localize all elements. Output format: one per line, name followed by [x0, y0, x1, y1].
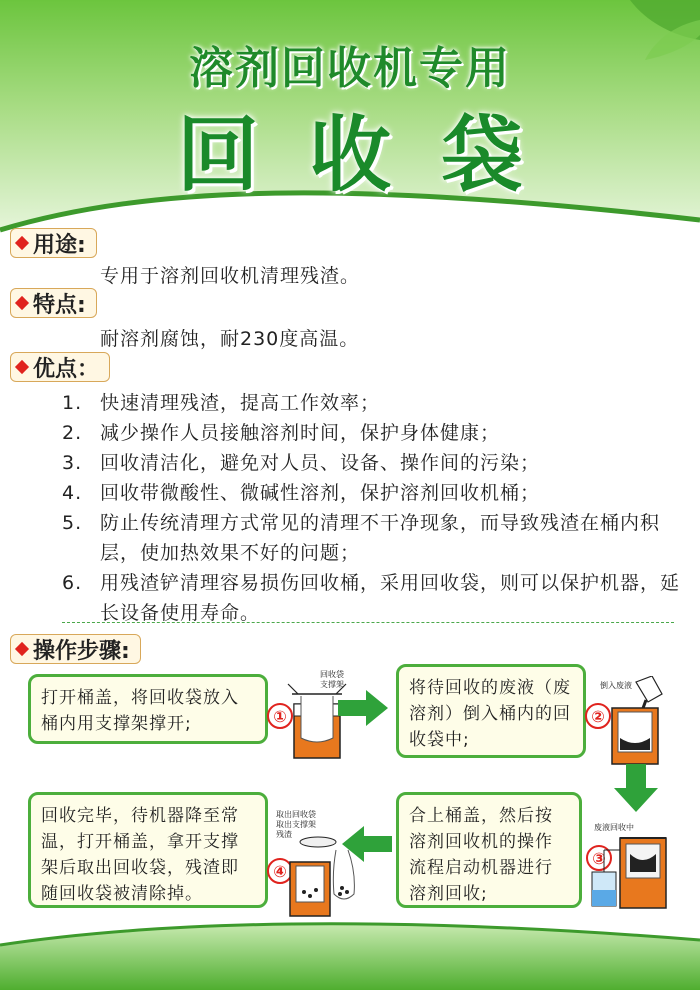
list-item-text: 用残渣铲清理容易损伤回收桶，采用回收袋，则可以保护机器，延长设备使用寿命。	[100, 572, 681, 624]
advantages-label	[10, 352, 110, 382]
list-item-number: 2.	[62, 422, 83, 444]
page-subtitle: 溶剂回收机专用	[189, 43, 511, 94]
step-3-box	[396, 792, 582, 908]
list-item-number: 1.	[62, 392, 83, 414]
step-4-number: ④	[267, 858, 293, 884]
diamond-icon	[15, 360, 29, 374]
step-1-caption: 回收袋 支撑架	[320, 670, 344, 689]
step-3-caption: 废液回收中	[594, 823, 634, 832]
step-4-caption: 取出回收袋 取出支撑架 残渣	[276, 810, 316, 839]
steps-label-text: 操作步骤:	[33, 638, 130, 664]
step-1-box	[28, 674, 268, 744]
usage-label-text: 用途:	[33, 232, 86, 258]
arrow-right-icon	[338, 690, 388, 726]
list-item-number: 3.	[62, 452, 83, 474]
arrow-down-icon	[614, 764, 658, 812]
step-2-box	[396, 664, 586, 758]
step-1-text: 打开桶盖，将回收袋放入桶内用支撑架撑开;	[41, 688, 239, 734]
list-item-text: 减少操作人员接触溶剂时间，保护身体健康；	[100, 422, 501, 444]
diamond-icon	[15, 236, 29, 250]
features-label-text: 特点:	[33, 292, 86, 318]
list-item-number: 5.	[62, 512, 83, 534]
list-item-number: 6.	[62, 572, 83, 594]
page-title: 回收袋	[176, 108, 573, 203]
divider	[62, 622, 674, 623]
usage-label	[10, 228, 97, 258]
step-2-text: 将待回收的废液（废溶剂）倒入桶内的回收袋中;	[409, 678, 571, 750]
steps-label	[10, 634, 141, 664]
list-item	[62, 568, 682, 628]
list-item-number: 4.	[62, 482, 83, 504]
usage-text: 专用于溶剂回收机清理残渣。	[100, 265, 361, 287]
footer-wave	[0, 905, 700, 990]
diamond-icon	[15, 642, 29, 656]
list-item	[62, 508, 682, 568]
arrow-left-icon	[342, 826, 392, 862]
step-3-number: ③	[586, 845, 612, 871]
list-item	[62, 478, 682, 508]
features-label	[10, 288, 97, 318]
step-1-number: ①	[267, 703, 293, 729]
step-3-text: 合上桶盖，然后按溶剂回收机的操作流程启动机器进行溶剂回收;	[409, 806, 553, 904]
list-item-text: 回收带微酸性、微碱性溶剂，保护溶剂回收机桶；	[100, 482, 541, 504]
step-2-caption: 倒入废液	[600, 681, 632, 690]
advantages-list	[62, 388, 682, 628]
list-item-text: 回收清洁化，避免对人员、设备、操作间的污染；	[100, 452, 541, 474]
list-item-text: 防止传统清理方式常见的清理不干净现象，而导致残渣在桶内积层，使加热效果不好的问题；	[100, 512, 661, 564]
list-item-text: 快速清理残渣，提高工作效率；	[100, 392, 381, 414]
diamond-icon	[15, 296, 29, 310]
list-item	[62, 448, 682, 478]
advantages-label-text: 优点：	[33, 356, 100, 382]
step-4-box	[28, 792, 268, 908]
step-4-text: 回收完毕，待机器降至常温，打开桶盖，拿开支撑架后取出回收袋，残渣即随回收袋被清除掉。	[41, 806, 239, 904]
step-3-illustration	[590, 832, 674, 910]
features-text: 耐溶剂腐蚀，耐230度高温。	[100, 328, 360, 350]
list-item	[62, 388, 682, 418]
list-item	[62, 418, 682, 448]
step-2-number: ②	[585, 703, 611, 729]
